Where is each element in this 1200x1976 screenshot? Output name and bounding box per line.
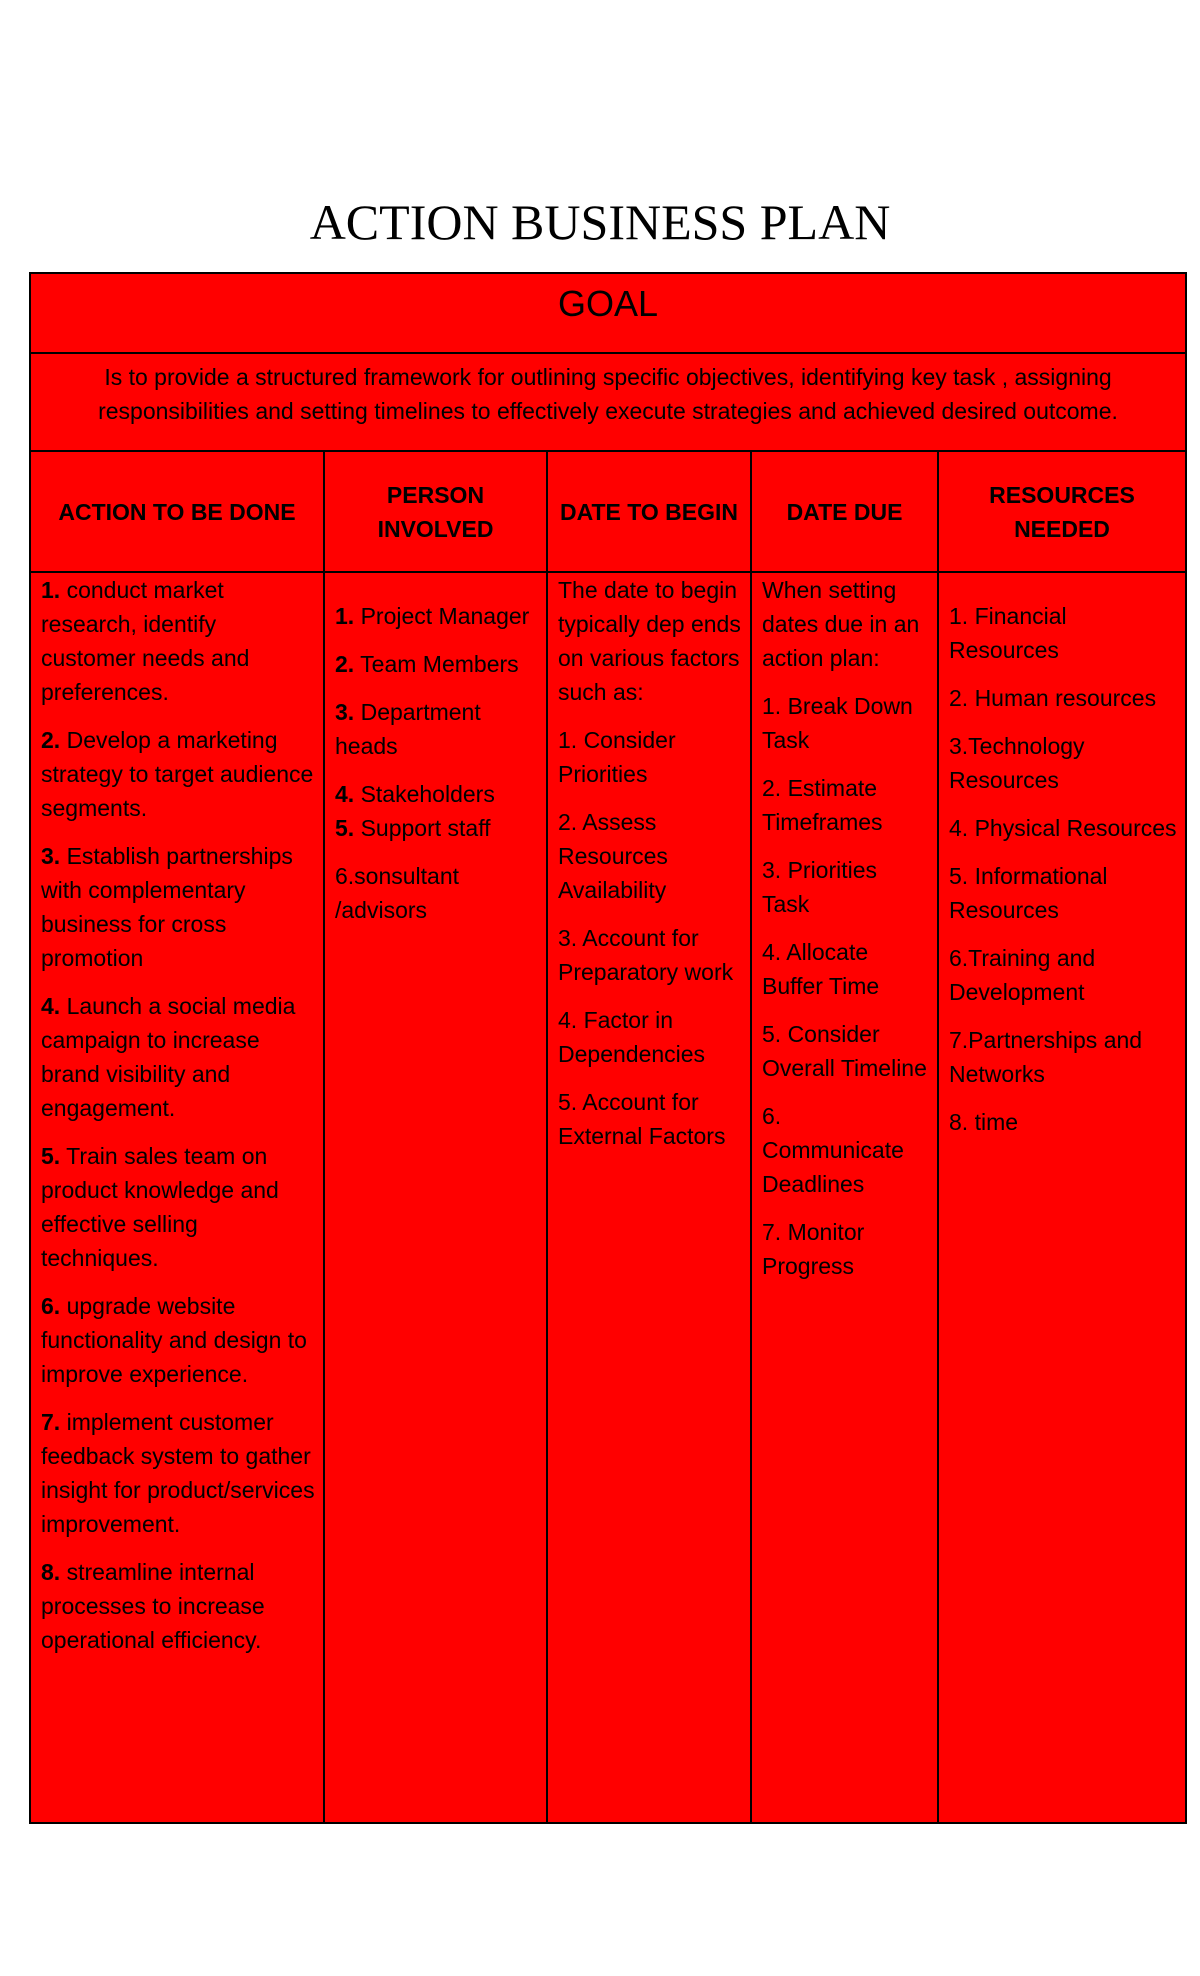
list-item: 1. Project Manager bbox=[335, 603, 530, 629]
list-item: 2. Develop a marketing strategy to target audience segments. bbox=[41, 727, 314, 821]
list-item: 3. Account for Preparatory work bbox=[558, 925, 734, 985]
list-item: 3. Establish partnerships with complementary business for cross promotion bbox=[41, 843, 293, 971]
action-plan-table bbox=[29, 272, 1187, 1824]
list-item: 5. Train sales team on product knowledge and effective selling techniques. bbox=[41, 1143, 279, 1271]
list-item: 5. Informational Resources bbox=[949, 863, 1108, 923]
column-body-due bbox=[752, 573, 937, 1283]
list-item: 2. Team Members bbox=[335, 651, 519, 677]
list-item: 1. Financial Resources bbox=[949, 603, 1067, 663]
column-begin bbox=[548, 452, 752, 1822]
list-item: 5. Account for External Factors bbox=[558, 1089, 726, 1149]
list-item: 4. Allocate Buffer Time bbox=[762, 939, 880, 999]
list-item: 6.sonsultant /advisors bbox=[335, 863, 460, 923]
column-header-person: PERSON INVOLVED bbox=[325, 452, 546, 573]
goal-description: Is to provide a structured framework for outlining specific objectives, identifying key task , assigning responsibilities and setting timelines to effectively execute strategies and achieved desired outcome. bbox=[31, 354, 1185, 452]
list-item: 1. Consider Priorities bbox=[558, 727, 676, 787]
column-header-action: ACTION TO BE DONE bbox=[31, 452, 323, 573]
list-item: 2. Estimate Timeframes bbox=[762, 775, 883, 835]
list-item: 2. Assess Resources Availability bbox=[558, 809, 668, 903]
list-item: 3. Priorities Task bbox=[762, 857, 878, 917]
list-item: 1. conduct market research, identify customer needs and preferences. bbox=[41, 577, 250, 705]
list-item: 1. Break Down Task bbox=[762, 693, 913, 753]
column-action bbox=[31, 452, 325, 1822]
column-body-action bbox=[31, 573, 323, 1657]
list-item: 3.Technology Resources bbox=[949, 733, 1085, 793]
column-due bbox=[752, 452, 939, 1822]
list-item: 6. Communicate Deadlines bbox=[762, 1103, 904, 1197]
list-item: 4. Factor in Dependencies bbox=[558, 1007, 706, 1067]
column-header-resources: RESOURCES NEEDED bbox=[939, 452, 1185, 573]
list-item: 6.Training and Development bbox=[949, 945, 1096, 1005]
list-item: 8. streamline internal processes to increase operational efficiency. bbox=[41, 1559, 265, 1653]
column-person bbox=[325, 452, 548, 1822]
list-item: 2. Human resources bbox=[949, 685, 1157, 711]
column-body-resources bbox=[939, 573, 1185, 1139]
list-item: 7. Monitor Progress bbox=[762, 1219, 865, 1279]
list-item: 4. Stakeholders bbox=[335, 781, 495, 807]
column-body-begin bbox=[548, 573, 750, 1153]
list-item: When setting dates due in an action plan: bbox=[762, 577, 920, 671]
list-item: 4. Physical Resources bbox=[949, 815, 1177, 841]
list-item: 5. Support staff bbox=[335, 815, 491, 841]
column-resources bbox=[939, 452, 1185, 1822]
list-item: The date to begin typically dep ends on various factors such as: bbox=[558, 577, 741, 705]
list-item: 8. time bbox=[949, 1109, 1019, 1135]
list-item: 7.Partnerships and Networks bbox=[949, 1027, 1143, 1087]
column-body-person bbox=[325, 573, 546, 927]
page-title: ACTION BUSINESS PLAN bbox=[309, 194, 891, 250]
list-item: 7. implement customer feedback system to gather insight for product/services improvement. bbox=[41, 1409, 315, 1537]
column-header-due: DATE DUE bbox=[752, 452, 937, 573]
goal-heading: GOAL bbox=[31, 274, 1185, 354]
list-item: 3. Department heads bbox=[335, 699, 481, 759]
column-header-begin: DATE TO BEGIN bbox=[548, 452, 750, 573]
list-item: 6. upgrade website functionality and design to improve experience. bbox=[41, 1293, 307, 1387]
list-item: 4. Launch a social media campaign to increase brand visibility and engagement. bbox=[41, 993, 296, 1121]
list-item: 5. Consider Overall Timeline bbox=[762, 1021, 927, 1081]
plan-columns bbox=[31, 452, 1185, 1822]
